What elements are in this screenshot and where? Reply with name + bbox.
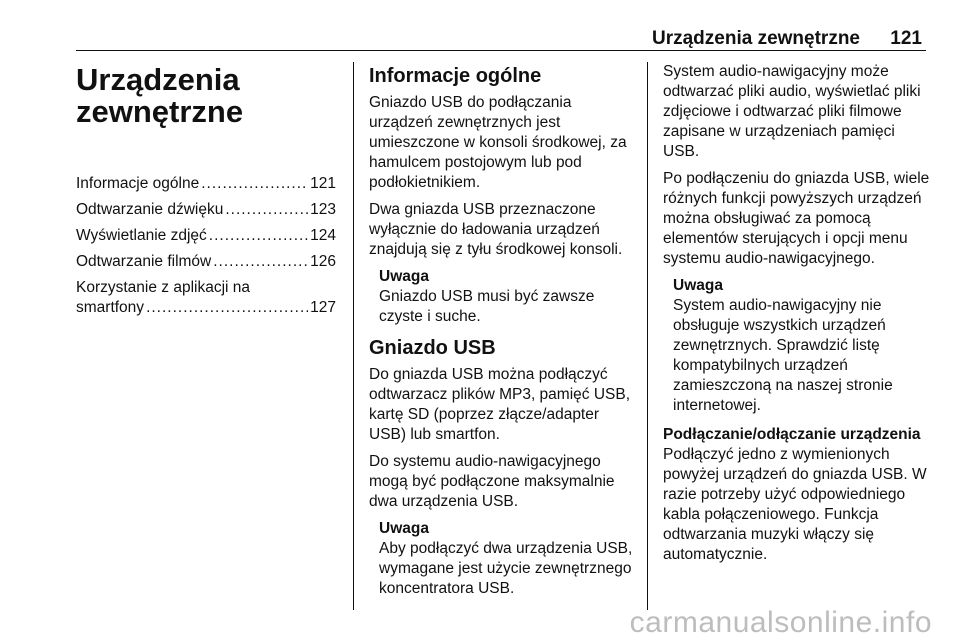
note-text: System audio-nawigacyjny nie obsługuje wszystkich urządzeń zewnętrznych. Sprawdzić listę kompatybilnych urządzeń zamieszczoną na naszej stronie internetowej. bbox=[673, 297, 893, 414]
running-header-title: Urządzenia zewnętrzne bbox=[652, 28, 860, 49]
note-heading: Uwaga bbox=[379, 520, 429, 537]
toc-leader-dots bbox=[213, 252, 308, 272]
toc-leader-dots bbox=[146, 298, 308, 318]
toc-entry-label: Odtwarzanie filmów bbox=[76, 253, 212, 270]
chapter-title-line-1: Urządzenia bbox=[76, 62, 240, 97]
section-heading: Informacje ogólne bbox=[369, 65, 542, 87]
toc-entry-label: Wyświetlanie zdjęć bbox=[76, 227, 207, 244]
body-paragraph: Dwa gniazda USB przeznaczone wyłącznie do ładowania urządzeń znajdują się z tyłu środkowej konsoli. bbox=[369, 201, 623, 258]
toc-entry-page: 126 bbox=[310, 253, 336, 270]
body-paragraph: Po podłączeniu do gniazda USB, wiele różnych funkcji powyższych urządzeń można obsługiwać za pomocą elementów sterujących i opcji menu systemu audio-nawigacyjnego. bbox=[663, 170, 930, 267]
toc-leader-dots bbox=[201, 174, 308, 194]
body-paragraph: Podłączyć jedno z wymienionych powyżej urządzeń do gniazda USB. W razie potrzeby użyć odpowiedniego kabla połączeniowego. Funkcja odtwarzania muzyki włączy się automatycznie. bbox=[663, 446, 927, 563]
toc-entry-page: 124 bbox=[310, 227, 336, 244]
body-paragraph: Do gniazda USB można podłączyć odtwarzacz plików MP3, pamięć USB, kartę SD (poprzez złącze/adapter USB) lub smartfon. bbox=[369, 366, 631, 443]
toc-entry-page: 127 bbox=[310, 299, 336, 316]
note-heading: Uwaga bbox=[379, 268, 429, 285]
left-column bbox=[76, 62, 336, 324]
toc-entry-page: 121 bbox=[310, 175, 336, 192]
chapter-title bbox=[76, 64, 336, 128]
chapter-title-line-2: zewnętrzne bbox=[76, 94, 244, 129]
toc-entry-wyswietlanie-zdjec[interactable] bbox=[76, 226, 336, 246]
note-box bbox=[663, 276, 933, 416]
toc-entry-odtwarzanie-filmow[interactable] bbox=[76, 252, 336, 272]
column-divider-left bbox=[353, 62, 354, 610]
note-heading: Uwaga bbox=[673, 277, 723, 294]
toc-entry-informacje-ogolne[interactable] bbox=[76, 174, 336, 194]
right-column bbox=[663, 62, 933, 572]
note-box bbox=[369, 519, 637, 599]
subsection-heading: Podłączanie/odłączanie urządzenia bbox=[663, 426, 921, 443]
toc-leader-dots bbox=[209, 226, 308, 246]
middle-column bbox=[369, 62, 637, 608]
body-paragraph: Gniazdo USB do podłączania urządzeń zewnętrznych jest umieszczone w konsoli środkowej, za hamulcem postojowym lub pod podłokietnikiem. bbox=[369, 94, 627, 191]
toc-entry-label: Korzystanie z aplikacji na bbox=[76, 279, 251, 296]
toc-entry-label: Informacje ogólne bbox=[76, 175, 200, 192]
column-divider-right bbox=[647, 62, 648, 610]
page-number: 121 bbox=[890, 28, 922, 49]
header-rule bbox=[76, 50, 926, 51]
toc-leader-dots bbox=[225, 200, 308, 220]
subsection-heading: Gniazdo USB bbox=[369, 337, 496, 359]
note-text: Aby podłączyć dwa urządzenia USB, wymagane jest użycie zewnętrznego koncentratora USB. bbox=[379, 540, 633, 597]
body-paragraph: Do systemu audio-nawigacyjnego mogą być podłączone maksymalnie dwa urządzenia USB. bbox=[369, 453, 615, 510]
toc-entry-label: Odtwarzanie dźwięku bbox=[76, 201, 224, 218]
note-text: Gniazdo USB musi być zawsze czyste i suche. bbox=[379, 288, 595, 325]
watermark-text: carmanualsonline.info bbox=[629, 606, 932, 639]
body-paragraph: System audio-nawigacyjny może odtwarzać pliki audio, wyświetlać pliki zdjęciowe i odtwarzać pliki filmowe zapisane w urządzeniach pamięci USB. bbox=[663, 63, 921, 160]
toc-entry-aplikacje-smartfony[interactable] bbox=[76, 278, 336, 318]
note-box bbox=[369, 267, 637, 327]
toc-entry-page: 123 bbox=[310, 201, 336, 218]
table-of-contents bbox=[76, 174, 336, 318]
toc-entry-odtwarzanie-dzwieku[interactable] bbox=[76, 200, 336, 220]
toc-entry-label-continued: smartfony bbox=[76, 299, 145, 316]
